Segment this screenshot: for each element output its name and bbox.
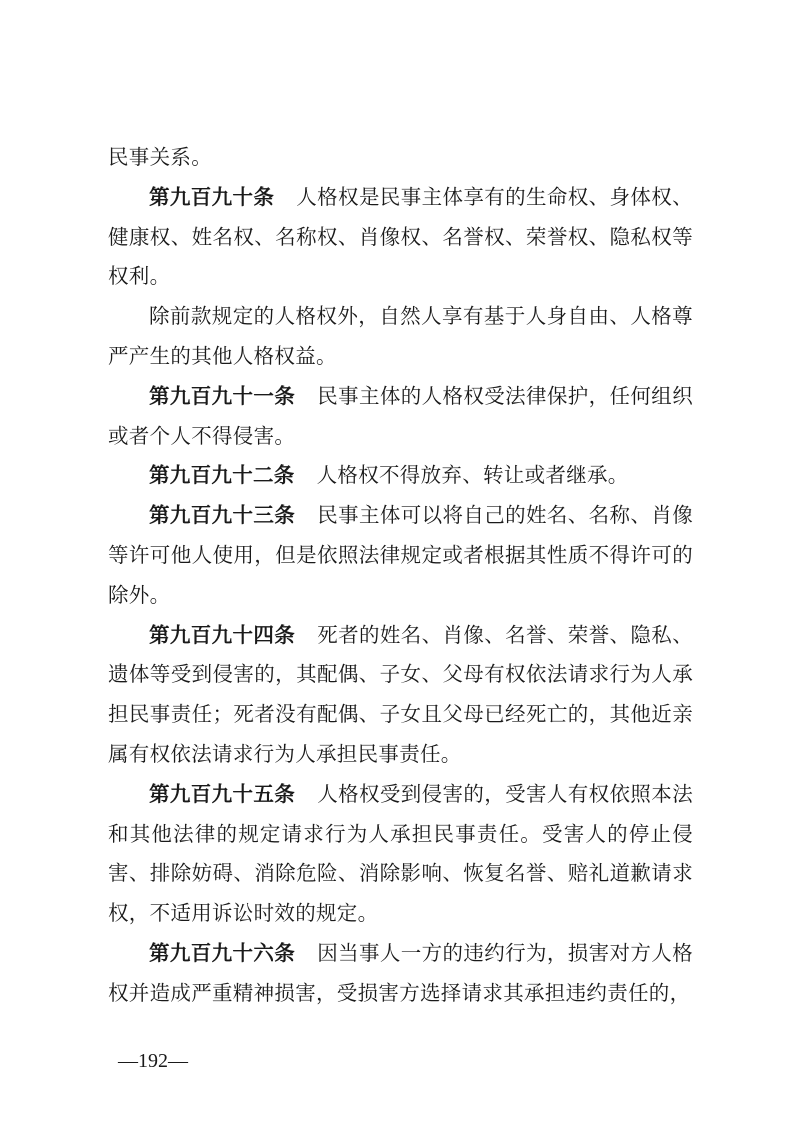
paragraph-article-992: [108, 456, 693, 496]
article-number: 第九百九十六条: [149, 940, 296, 965]
paragraph-article-994: [108, 616, 693, 775]
paragraph-text: 民事主体可以将自己的姓名、名称、肖像等许可他人使用，但是依照法律规定或者根据其性质不得许可的除外。: [108, 503, 693, 607]
paragraph-text: 民事主体的人格权受法律保护，任何组织或者个人不得侵害。: [108, 383, 693, 448]
paragraph-text: 除前款规定的人格权外，自然人享有基于人身自由、人格尊严产生的其他人格权益。: [108, 304, 693, 368]
paragraph-text: 死者的姓名、肖像、名誉、荣誉、隐私、遗体等受到侵害的，其配偶、子女、父母有权依法请求行为人承担民事责任；死者没有配偶、子女且父母已经死亡的，其他近亲属有权依法请求行为人承担民事责任。: [108, 622, 693, 766]
article-number: 第九百九十三条: [149, 503, 296, 528]
article-number: 第九百九十二条: [149, 463, 295, 488]
article-number: 第九百九十五条: [149, 781, 296, 806]
paragraph-article-993: [108, 496, 693, 615]
paragraph-article-991: [108, 377, 693, 457]
article-number: 第九百九十四条: [149, 622, 296, 647]
article-number: 第九百九十条: [149, 184, 275, 209]
page-number: —192—: [118, 1050, 188, 1072]
paragraph-article-996: [108, 934, 693, 1014]
paragraph-text: 因当事人一方的违约行为，损害对方人格权并造成严重精神损害，受损害方选择请求其承担违约责任的，: [108, 940, 693, 1005]
page-body: [108, 138, 693, 1014]
article-number: 第九百九十一条: [149, 383, 296, 408]
paragraph-article-990: [108, 178, 693, 297]
paragraph-text: 人格权受到侵害的，受害人有权依照本法和其他法律的规定请求行为人承担民事责任。受害人的停止侵害、排除妨碍、消除危险、消除影响、恢复名誉、赔礼道歉请求权，不适用诉讼时效的规定。: [108, 781, 693, 926]
paragraph-text: 人格权不得放弃、转让或者继承。: [316, 463, 629, 488]
paragraph-article-990-clause-2: [108, 297, 693, 377]
paragraph-article-995: [108, 775, 693, 934]
paragraph-text: 人格权是民事主体享有的生命权、身体权、健康权、姓名权、名称权、肖像权、名誉权、荣誉权、隐私权等权利。: [108, 184, 693, 289]
paragraph-text: 民事关系。: [108, 145, 212, 169]
paragraph-continuation: [108, 138, 693, 178]
